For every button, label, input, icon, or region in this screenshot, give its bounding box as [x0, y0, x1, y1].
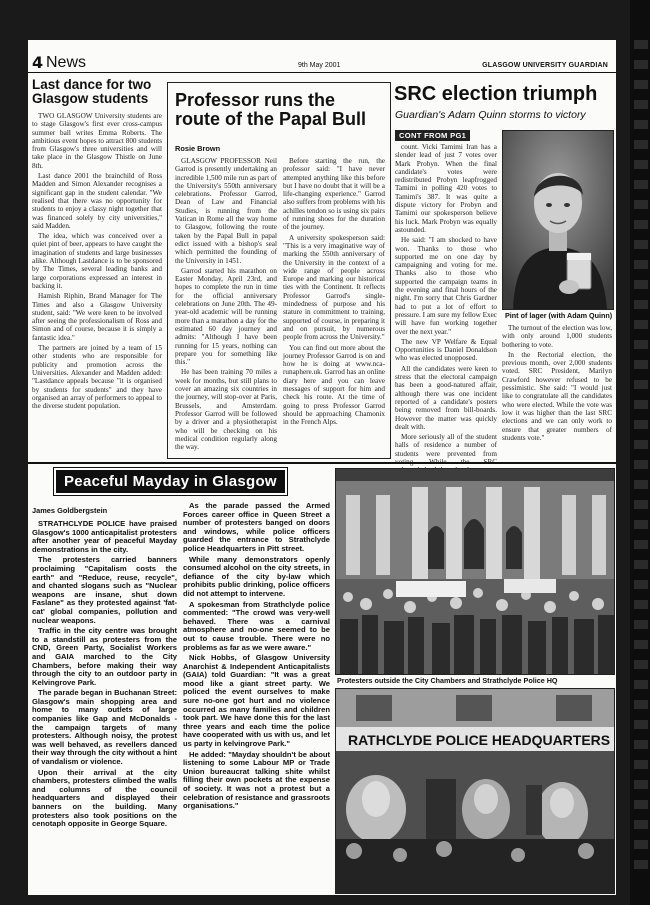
edge-notch: [634, 60, 648, 69]
page-header: [28, 46, 616, 73]
dance-paragraph: The partners are joined by a team of 15 other students who are responsible for publicity and promotion across the Universities. Alexander and Madden added: "Lastdance appeals because "it is organised by students for students" and they have organised an array of performers to appeal to the diverse student population.: [32, 344, 162, 411]
edge-notch: [634, 560, 648, 569]
newspaper-page: [28, 40, 616, 895]
mayday-paragraph: As the parade passed the Armed Forces career office in Queen Street a number of protesters banged on doors and windows, while police officers guarded the entrance to Strathclyde police Headquarters in Pitt street.: [183, 501, 330, 553]
edge-notch: [634, 280, 648, 289]
issue-date: 9th May 2001: [298, 62, 341, 69]
continued-tag: CONT FROM PG1: [395, 130, 470, 141]
adam-quinn-photo-drawing: [503, 131, 613, 309]
edge-notch: [634, 340, 648, 349]
edge-notch: [634, 100, 648, 109]
edge-notch: [634, 820, 648, 829]
edge-notch: [634, 580, 648, 589]
papal-paragraph: GLASGOW PROFESSOR Neil Garrod is presently undertaking an incredible 1,500 mile run as part of the University's 550th anniversary celebrations. Professor Garrod, Dean of Law and Financial Studies, is running from the Vatican in Rome all the way home to Glasgow, following the route taken by the Papal Bull in papal edict issued with a bishop's seal which permitted the founding of the University in 1451.: [175, 157, 277, 265]
edge-notch: [634, 800, 648, 809]
city-chambers-caption: Protesters outside the City Chambers and Strathclyde Police HQ: [337, 676, 558, 685]
papal-paragraph: He has been training 70 miles a week for months, but still plans to cover an amazing six countries in the journey, will stop-over at Paris, Brussels, and Amsterdam. Professor Garrod will be followed by a driver and a physiotherapist who will be checking on his medical condition regularly along the way.: [175, 368, 277, 452]
edge-notch: [634, 320, 648, 329]
edge-notch: [634, 300, 648, 309]
edge-notch: [634, 360, 648, 369]
mayday-paragraph: Traffic in the city centre was brought to a standstill as protesters from the CND, Green Party, Socialist Workers and GAIA marched to the City Chambers, before making their way through the city to an outdoor party in Kelvingrove Park.: [32, 626, 177, 687]
edge-notch: [634, 440, 648, 449]
edge-notch: [634, 160, 648, 169]
dance-headline: Last dance for two Glasgow students: [32, 77, 152, 107]
mayday-paragraph: The parade began in Buchanan Street: Glasgow's main shopping area and home to many outlets of large companies like Gap and McDonalds - the campaign targets of many protesters. Although noisy, the protest was well behaved, as revellers danced their way through the city without a hint of vandalism or violence.: [32, 688, 177, 767]
police-hq-photo: [335, 688, 615, 894]
publication-name: GLASGOW UNIVERSITY GUARDIAN: [482, 62, 608, 69]
edge-notch: [634, 200, 648, 209]
edge-notch: [634, 400, 648, 409]
mayday-paragraph: Nick Hobbs, of Glasgow University Anarchist & Independent Anticapitalists (GAIA) told Guardian: "It was a great mood like a giant street party. We policed the event ourselves to make sure no-one got hurt and no violence occurred as many families and children took part. We have done this for the last three years and each time the police have cooperated with us with us, and let us party in kelvingrove Park.": [183, 653, 330, 749]
src-paragraph: All the candidates were keen to stress that the electoral campaign has been a good-natured affair, although there was one incident reported of a candidate's posters being removed from bill-boards. However the matter was quickly dealt with.: [395, 364, 497, 431]
city-chambers-photo: [335, 468, 615, 675]
mayday-paragraph: While many demonstrators openly consumed alcohol on the city streets, in defiance of the city by-law which prohibits public drinking, police officers did not attempt to intervene.: [183, 554, 330, 598]
edge-notch: [634, 840, 648, 849]
papal-headline: Professor runs the route of the Papal Bull: [175, 90, 367, 129]
mayday-paragraph: The protesters carried banners proclaiming "Capitalism costs the earth" and "Reduce, reuse, recycle", and chanted slogans such as "Nuclear weapons are insane, shut down Faslane" as they protested against 'fat-cat' global companies, pollution and nuclear weapons.: [32, 555, 177, 625]
edge-notch: [634, 760, 648, 769]
edge-notch: [634, 700, 648, 709]
src-paragraph: He said: "I am shocked to have won. Thanks to those who supported me on one day by campaigning and voting for me. Thanks also to those who supported the campaign teams in the evening and final hours of the night. I'm sorry that Chris Gardner had to put a lot of effort to pressure. I am sure my fellow Exec will have fun working together over the next year.": [395, 236, 497, 336]
papal-paragraph: Before starting the run, the professor said: "I have never attempted anything like this before but I have no doubt that it will be a life-changing experience." Garrod also suffers from problems with his achilles tendon so is using six pairs of running shoes for the duration of the journey.: [283, 157, 385, 232]
mayday-banner: Peaceful Mayday in Glasgow: [54, 468, 287, 495]
police-hq-sign: RATHCLYDE POLICE HEADQUARTERS: [348, 732, 611, 748]
edge-notch: [634, 240, 648, 249]
mayday-body-col2: [183, 502, 330, 892]
edge-notch: [634, 460, 648, 469]
edge-notch: [634, 380, 648, 389]
papal-body-col1: [175, 157, 277, 453]
mayday-paragraph: STRATHCLYDE POLICE have praised Glasgow's 1000 anticapitalist protesters after another year of peaceful Mayday demonstrations in the city.: [32, 519, 177, 554]
police-hq-drawing: [336, 689, 614, 893]
page-number: 4: [32, 53, 44, 72]
edge-notch: [634, 500, 648, 509]
src-paragraph: count. Vicki Tamimi Iran has a slender lead of just 7 votes over Mark Probyn. When the final candidate's votes were redistributed Probyn leapfrogged Tamimi in polling 420 votes to Tamimi's 387. It was quite a dispute victory for Probyn and Tamimi our spokesperson believe his luck. Mark Probyn was equally astounded.: [395, 143, 497, 234]
edge-notch: [634, 260, 648, 269]
section-title: News: [46, 54, 87, 71]
src-headline: SRC election triumph: [394, 83, 598, 105]
dance-paragraph: The idea, which was conceived over a quiet pint of beer, appears to have caught the imagination of students and large businesses alike. Although Lastdance is to be sponsored by The Times, several leading banks and large corporations expressed an interest in backing it.: [32, 232, 162, 290]
edge-notch: [634, 480, 648, 489]
dance-paragraph: Last dance 2001 the brainchild of Ross Madden and Simon Alexander recognises a significant gap in the student calendar. "We realised that there was no opportunity for students to enjoy a classy night together that was financed solely by city universities," said Madden.: [32, 172, 162, 230]
src-paragraph: In the Rectorial election, the previous month, over 2,000 students voted. SRC President, Marilyn Crawford however refused to be pessimistic. She said: "I would just like to congratulate all the candidates who were elected. While the vote was low it was higher than the last SRC elections and we can only work to ensure that greater numbers of students vote.": [502, 350, 612, 442]
edge-notch: [634, 80, 648, 89]
mayday-paragraph: Upon their arrival at the city chambers, protesters climbed the walls and columns of the council headquarters and displayed their banners on the building. Many protesters also took positions on the cenotaph opposite in George Square.: [32, 767, 177, 829]
edge-notch: [634, 780, 648, 789]
city-chambers-drawing: [336, 469, 614, 674]
dance-body: [32, 112, 162, 460]
src-paragraph: The new VP Welfare & Equal Opportunities is Daniel Donaldson who was elected unopposed.: [395, 337, 497, 363]
edge-notch: [634, 640, 648, 649]
edge-notch: [634, 120, 648, 129]
edge-notch: [634, 600, 648, 609]
scan-edge-strip: [630, 0, 650, 905]
edge-notch: [634, 220, 648, 229]
edge-notch: [634, 620, 648, 629]
edge-notch: [634, 180, 648, 189]
src-body-col2: [502, 324, 612, 457]
edge-notch: [634, 140, 648, 149]
dance-paragraph: Hamish Riphin, Brand Manager for The Times and also a Glasgow University student, said: "We were keen to be involved after seeing the professionalism of Ross and Simon and of course, because it is simply a fantastic idea.": [32, 292, 162, 342]
src-subhead: Guardian's Adam Quinn storms to victory: [395, 109, 586, 121]
adam-quinn-photo: [502, 130, 614, 310]
edge-notch: [634, 520, 648, 529]
mayday-paragraph: A spokesman from Strathclyde police commented: "The crowd was very-well behaved. There was a carnival atmosphere and no-one seemed to be out to cause trouble. There were no problems as far as we were aware.": [183, 599, 330, 652]
papal-paragraph: You can find out more about the journey Professor Garrod is on and how he is doing at www.nca-runaphere.uk. Garrod has an online diary here and you can leave messages of support for him and check his route. At the time of going to press Professor Garrod should be approaching Chamonix in the French Alps.: [283, 343, 385, 427]
edge-notch: [634, 740, 648, 749]
edge-notch: [634, 40, 648, 49]
edge-notch: [634, 860, 648, 869]
src-paragraph: More seriously all of the student halls of residence a number of students were prevented from: [395, 433, 497, 458]
edge-notch: [634, 720, 648, 729]
section-divider: [28, 462, 616, 464]
papal-paragraph: Garrod started his marathon on Easter Monday, April 23rd, and hopes to complete the run in time for the official anniversary celebrations on June 20th. The 49-year-old academic will be running more than a marathon a day for the estimated 60 day journey and admits: "Although I have been running for 15 years, nothing can prepare you for something like this.": [175, 266, 277, 367]
src-body-col1: [395, 143, 497, 457]
edge-notch: [634, 420, 648, 429]
edge-notch: [634, 540, 648, 549]
mayday-paragraph: He added: "Mayday shouldn't be about listening to some Labour MP or Trade Union bureaucrat talking shite whilst filling their own pockets at the expense of society. It was not a protest but a celebration of resistance and grassroots organisations.": [183, 749, 330, 811]
adam-quinn-caption: Pint of lager (with Adam Quinn): [505, 311, 613, 320]
src-paragraph: The turnout of the election was low, with only around 1,000 students bothering to vote.: [502, 324, 612, 349]
papal-body-col2: [283, 157, 385, 453]
mayday-body-col1: [32, 520, 177, 892]
edge-notch: [634, 660, 648, 669]
mayday-byline: James Goldbergstein: [32, 506, 108, 515]
edge-notch: [634, 680, 648, 689]
papal-paragraph: A university spokesperson said: "This is a very imaginative way of marking the 550th anniversary of the University in the context of a wide range of people across Europe and marking our historical ties with the Continent. It reflects Professor Garrod's single-mindedness of purpose and his stature in commitment to training, supported of course, in preparing it and on pursuit, by numerous people from across the University.": [283, 233, 385, 342]
papal-byline: Rosie Brown: [175, 144, 221, 153]
dance-paragraph: TWO GLASGOW University students are to stage Glasgow's first ever cross-campus summer ball writes Emma Roberts. The ambitious event hopes to attract 800 students from Glasgow's three universities and will take place in the Glasgow Thistle on June 8th.: [32, 112, 162, 170]
